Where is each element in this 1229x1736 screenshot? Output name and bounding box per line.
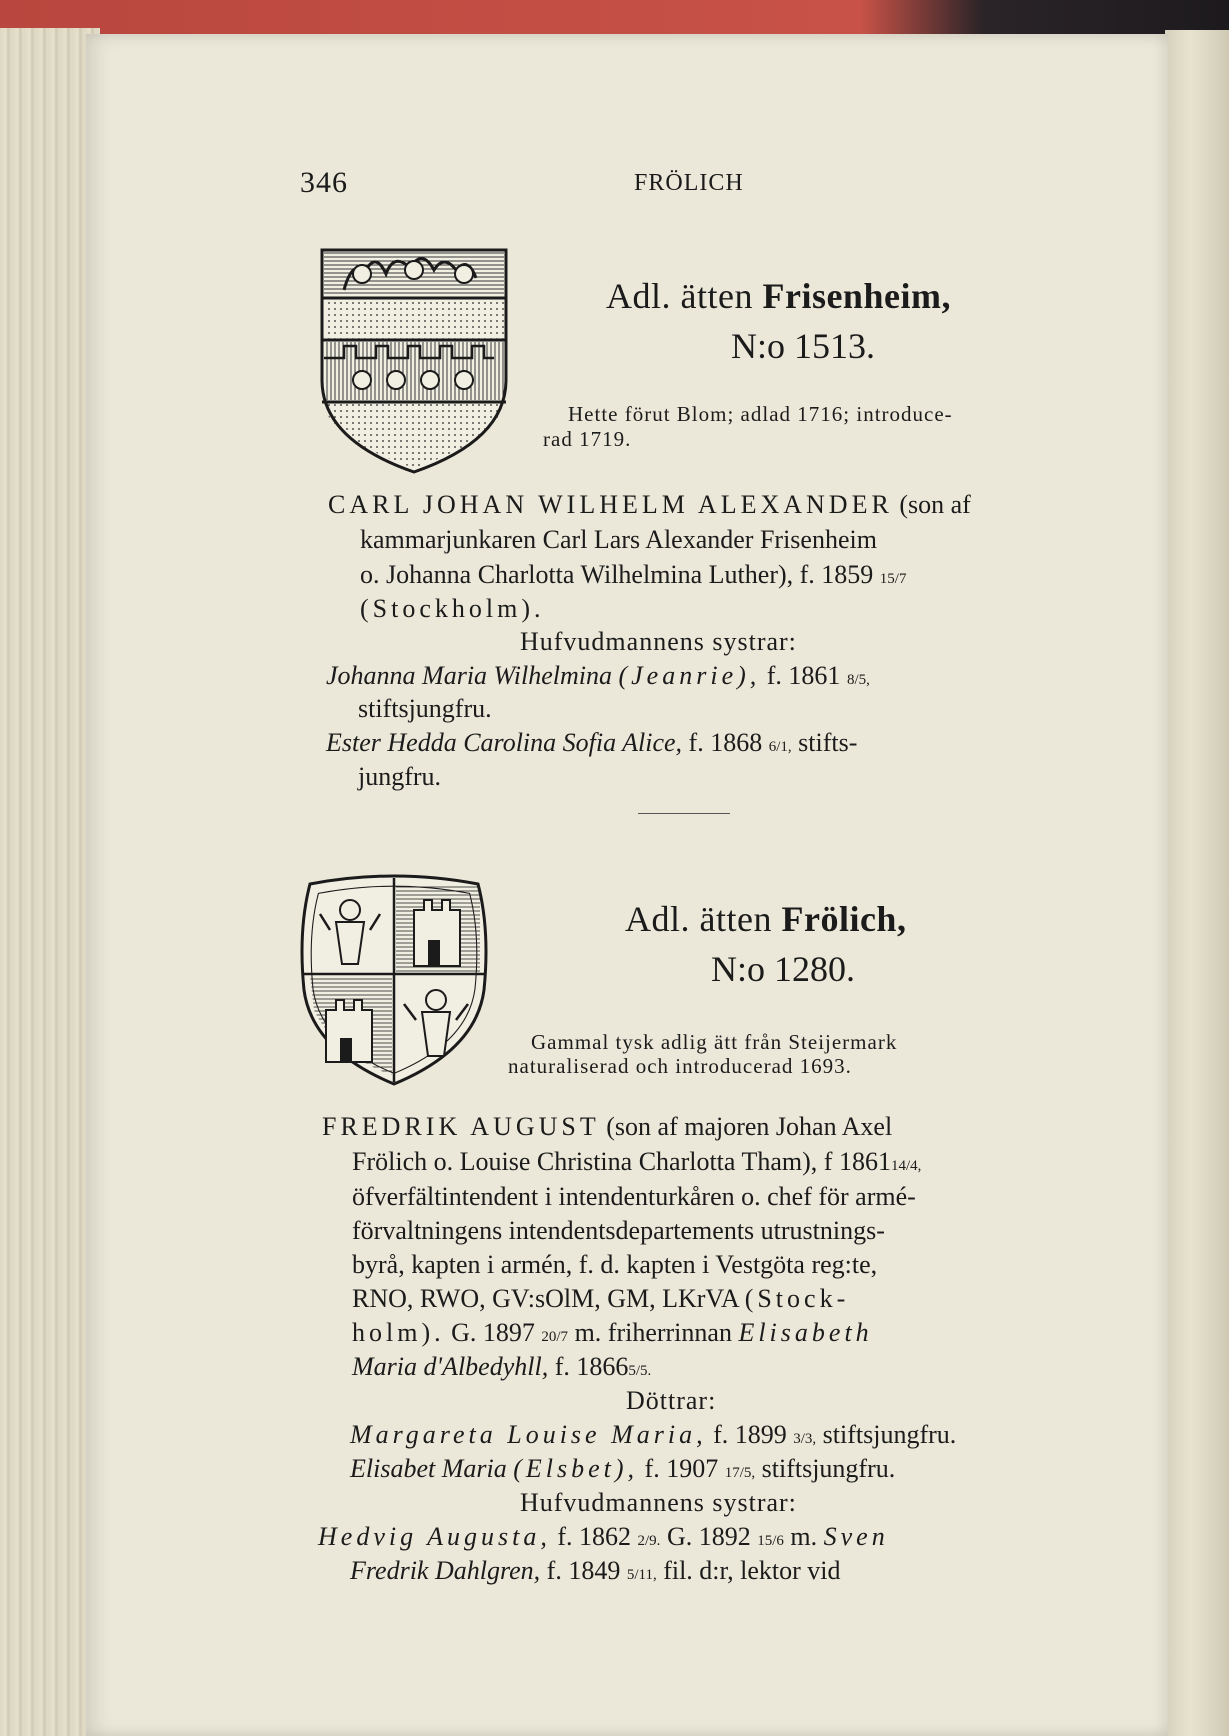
date-fraction: 2/9. (637, 1533, 661, 1549)
text-line: byrå, kapten i armén, f. d. kapten i Vestgöta reg:te, (352, 1250, 878, 1279)
family-title (606, 275, 951, 317)
text-line: Fredrik Dahlgren, f. 1849 5/11, fil. d:r, lektor vid (350, 1556, 841, 1585)
section-heading: Döttrar: (626, 1386, 717, 1415)
family-title-prefix: Adl. ätten (606, 276, 753, 316)
text-line: Maria d'Albedyhll, f. 18665/5. (352, 1352, 652, 1381)
coat-of-arms-frolich-icon (296, 870, 492, 1088)
page-stack-left (0, 28, 100, 1736)
date-fraction: 5/5. (628, 1363, 652, 1379)
family-name: Frölich, (781, 899, 907, 939)
text-line: RNO, RWO, GV:sOlM, GM, LKrVA (Stock- (352, 1284, 850, 1313)
text-line: o. Johanna Charlotta Wilhelmina Luther), f. 1859 15/7 (360, 560, 907, 589)
section-heading: Hufvudmannens systrar: (520, 1488, 797, 1517)
date-fraction: 5/11, (626, 1567, 657, 1583)
text-line: stiftsjungfru. (358, 694, 492, 723)
date-fraction: 20/7 (541, 1329, 569, 1345)
origin-note-line: Hette förut Blom; adlad 1716; introduce- (568, 402, 953, 426)
date-fraction: 15/6 (757, 1533, 784, 1549)
text-line: Ester Hedda Carolina Sofia Alice, f. 1868 6/1, stifts- (326, 728, 858, 757)
origin-note-line: Gammal tysk adlig ätt från Steijermark (531, 1030, 898, 1054)
family-name: Frisenheim, (762, 276, 951, 316)
text-line: jungfru. (358, 762, 442, 791)
family-title-prefix: Adl. ätten (625, 899, 772, 939)
family-number: N:o 1280. (711, 949, 855, 989)
text-line: Hedvig Augusta, f. 1862 2/9. G. 1892 15/6 m. Sven (318, 1522, 889, 1551)
person-name: FREDRIK AUGUST (322, 1112, 600, 1141)
family-title (625, 898, 906, 940)
text-line: FREDRIK AUGUST (son af majoren Johan Axel (322, 1112, 893, 1141)
origin-note-line: rad 1719. (543, 427, 632, 451)
text-line: (Stockholm). (360, 594, 545, 623)
page-number: 346 (300, 166, 348, 199)
date-fraction: 8/5, (846, 672, 870, 688)
text-line: CARL JOHAN WILHELM ALEXANDER (son af (328, 490, 971, 519)
date-fraction: 15/7 (879, 571, 907, 587)
text-line: Elisabet Maria (Elsbet), f. 1907 17/5, stiftsjungfru. (350, 1454, 896, 1483)
running-head: FRÖLICH (634, 170, 744, 196)
text-line: kammarjunkaren Carl Lars Alexander Frisenheim (360, 525, 877, 554)
family-number: N:o 1513. (731, 326, 875, 366)
date-fraction: 17/5, (724, 1465, 756, 1481)
text-line: förvaltningens intendentsdepartements utrustnings- (352, 1216, 885, 1245)
section-divider (638, 813, 730, 814)
date-fraction: 6/1, (768, 739, 792, 755)
date-fraction: 14/4, (890, 1158, 922, 1174)
coat-of-arms-frisenheim-icon (314, 240, 514, 476)
text-line: Johanna Maria Wilhelmina (Jeanrie), f. 1861 8/5, (326, 661, 870, 690)
section-heading: Hufvudmannens systrar: (520, 627, 797, 656)
text-line: Frölich o. Louise Christina Charlotta Tham), f 186114/4, (352, 1147, 922, 1176)
text-line: holm). G. 1897 20/7 m. friherrinnan Elisabeth (352, 1318, 873, 1347)
date-fraction: 3/3, (793, 1431, 817, 1447)
text-line: Margareta Louise Maria, f. 1899 3/3, stiftsjungfru. (350, 1420, 957, 1449)
person-name: CARL JOHAN WILHELM ALEXANDER (328, 490, 893, 519)
page-stack-right (1165, 30, 1229, 1736)
origin-note-line: naturaliserad och introducerad 1693. (508, 1054, 852, 1078)
text-line: öfverfältintendent i intendenturkåren o. chef för armé- (352, 1182, 916, 1211)
